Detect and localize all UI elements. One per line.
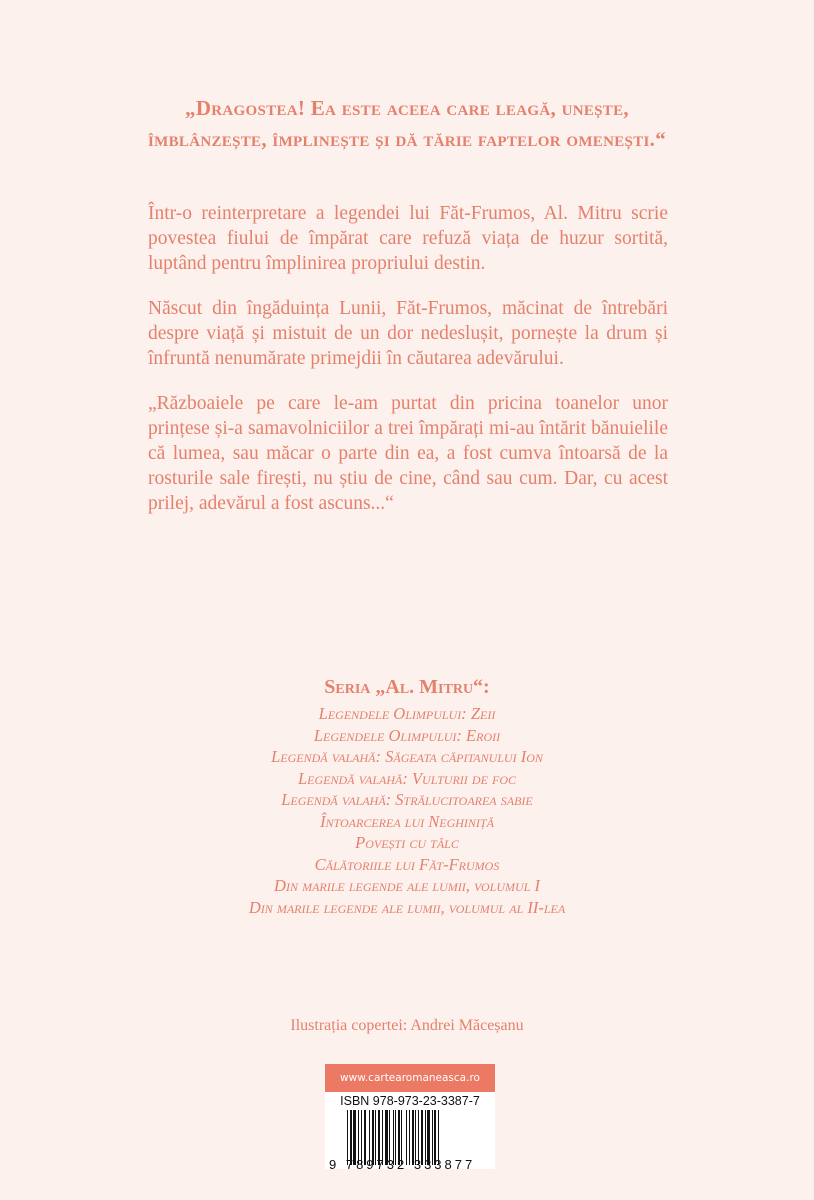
series-book: Legendă valahă: Vulturii de foc (297, 768, 517, 788)
blurb (148, 201, 668, 536)
blurb-paragraph: „Războaiele pe care le-am purtat din pricina toanelor unor prințese și-a samavolniciilor a trei împărați mi-au întărit bănuielile că lumea, sau măcar o parte din ea, a fost cumva întoarsă de la rosturile sale firești, nu știu de cine, când sau cum. Dar, cu acest prilej, adevărul a fost ascuns...“ (148, 393, 668, 514)
isbn-text: ISBN 978-973-23-3387-7 (340, 1094, 480, 1108)
series-book: Legendă valahă: Strălucitoarea sabie (281, 790, 533, 809)
series-title: Seria „Al. Mitru“: (324, 676, 490, 698)
quote-line: „Dragostea! Ea este aceea care leagă, unește, (185, 96, 629, 120)
series-book: Călătoriile lui Făt-Frumos (314, 854, 500, 874)
barcode-digits: 9 789732 333877 (329, 1157, 476, 1172)
blurb-paragraph: Născut din îngăduința Lunii, Făt-Frumos, măcinat de întrebări despre viață și mistuit de un dor nedeslușit, pornește la drum și înfruntă nenumărate primejdii în căutarea adevărului. (148, 298, 668, 369)
quote-line: îmblânzește, împlinește și dă tărie faptelor omenești.“ (148, 127, 666, 151)
series-book: Întoarcerea lui Neghiniță (320, 811, 494, 831)
illustration-credit: Ilustrația copertei: Andrei Măceșanu (290, 1017, 524, 1034)
series-book: Din marile legende ale lumii, volumul I (274, 876, 540, 895)
series-book: Legendele Olimpului: Zeii (318, 704, 496, 723)
series-book: Legendele Olimpului: Eroii (313, 725, 501, 745)
series-book: Legendă valahă: Săgeata căpitanului Ion (271, 747, 543, 766)
publisher-website: www.cartearomaneasca.ro (325, 1064, 495, 1092)
series-book: Povești cu tâlc (355, 833, 459, 852)
isbn-block (325, 1064, 495, 1172)
blurb-paragraph: Într-o reinterpretare a legendei lui Făt-Frumos, Al. Mitru scrie povestea fiului de împărat care refuză viața de huzur sortită, luptând pentru împlinirea propriului destin. (148, 203, 668, 274)
cover-quote (100, 93, 714, 155)
series-book: Din marile legende ale lumii, volumul al II-lea (248, 897, 566, 917)
series-list (0, 703, 814, 918)
